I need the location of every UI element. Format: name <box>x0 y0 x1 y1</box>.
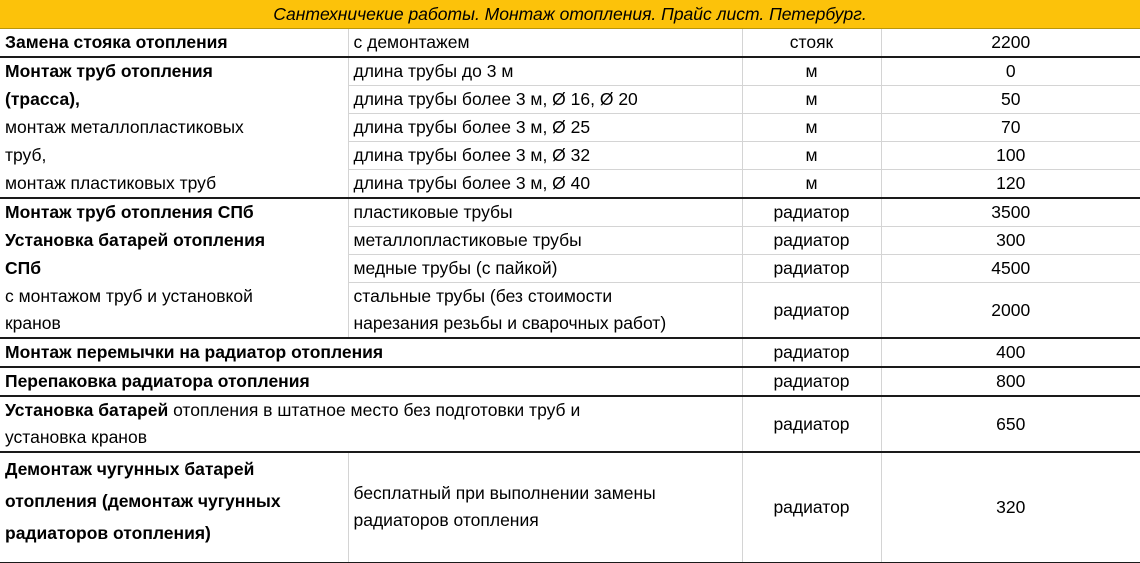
name-line: радиаторов отопления) <box>5 523 211 543</box>
service-name <box>0 396 742 452</box>
service-price: 2000 <box>881 283 1140 339</box>
service-price: 4500 <box>881 255 1140 283</box>
service-price: 120 <box>881 170 1140 199</box>
service-name: Перепаковка радиатора отопления <box>0 367 742 396</box>
service-desc: пластиковые трубы <box>348 198 742 227</box>
service-price: 400 <box>881 338 1140 367</box>
table-row <box>0 170 1140 199</box>
name-line: установка кранов <box>5 427 147 447</box>
service-unit: радиатор <box>742 396 881 452</box>
service-desc: длина трубы более 3 м, Ø 16, Ø 20 <box>348 86 742 114</box>
table-row <box>0 255 1140 283</box>
name-line: кранов <box>5 312 61 333</box>
service-price: 70 <box>881 114 1140 142</box>
service-name: монтаж металлопластиковых <box>5 117 244 137</box>
service-unit: м <box>742 114 881 142</box>
name-line <box>5 397 742 424</box>
table-row <box>0 367 1140 396</box>
service-unit: радиатор <box>742 198 881 227</box>
title-row <box>0 0 1140 29</box>
service-unit: радиатор <box>742 338 881 367</box>
table-row <box>0 57 1140 86</box>
desc-line: нарезания резьбы и сварочных работ) <box>353 313 667 333</box>
desc-line: стальные трубы (без стоимости <box>353 286 613 306</box>
service-unit: радиатор <box>742 255 881 283</box>
table-row <box>0 452 1140 562</box>
service-price: 320 <box>881 452 1140 562</box>
desc-line: радиаторов отопления <box>353 510 539 531</box>
service-unit: радиатор <box>742 283 881 339</box>
name-line: Демонтаж чугунных батарей <box>5 459 255 479</box>
service-unit: м <box>742 57 881 86</box>
service-name: монтаж пластиковых труб <box>0 170 348 199</box>
service-name: Установка батарей отопления <box>5 230 266 250</box>
service-price: 2200 <box>881 29 1140 58</box>
service-name: Замена стояка отопления <box>0 29 348 58</box>
service-unit: радиатор <box>742 227 881 255</box>
service-desc: металлопластиковые трубы <box>348 227 742 255</box>
service-unit: стояк <box>742 29 881 58</box>
name-line: отопления (демонтаж чугунных <box>5 491 281 511</box>
table-row <box>0 198 1140 227</box>
table-row <box>0 283 1140 339</box>
sheet-title: Сантехничекие работы. Монтаж отопления. Прайс лист. Петербург. <box>0 0 1140 29</box>
service-price: 800 <box>881 367 1140 396</box>
service-unit: м <box>742 86 881 114</box>
service-desc: длина трубы более 3 м, Ø 25 <box>348 114 742 142</box>
table-row <box>0 86 1140 114</box>
service-desc: длина трубы более 3 м, Ø 40 <box>348 170 742 199</box>
table-row <box>0 396 1140 452</box>
service-unit: м <box>742 170 881 199</box>
table-row <box>0 142 1140 170</box>
table-row <box>0 227 1140 255</box>
service-desc: длина трубы более 3 м, Ø 32 <box>348 142 742 170</box>
table-row <box>0 338 1140 367</box>
table-row <box>0 114 1140 142</box>
service-price: 300 <box>881 227 1140 255</box>
service-desc: с демонтажем <box>348 29 742 58</box>
service-unit: радиатор <box>742 367 881 396</box>
name-rest: отопления в штатное место без подготовки труб и <box>168 400 581 420</box>
service-desc <box>348 283 742 339</box>
table-row <box>0 29 1140 58</box>
service-price: 50 <box>881 86 1140 114</box>
service-desc: медные трубы (с пайкой) <box>348 255 742 283</box>
service-price: 650 <box>881 396 1140 452</box>
service-name: Монтаж перемычки на радиатор отопления <box>0 338 742 367</box>
name-line: с монтажом труб и установкой <box>5 285 253 306</box>
service-desc <box>348 452 742 562</box>
desc-line: бесплатный при выполнении замены <box>353 483 656 504</box>
service-name: труб, <box>5 145 47 165</box>
service-desc: длина трубы до 3 м <box>348 57 742 86</box>
service-unit: м <box>742 142 881 170</box>
service-price: 3500 <box>881 198 1140 227</box>
service-unit: радиатор <box>742 452 881 562</box>
service-name: Монтаж труб отопления СПб <box>5 202 254 223</box>
service-price: 100 <box>881 142 1140 170</box>
service-price: 0 <box>881 57 1140 86</box>
service-name: Монтаж труб отопления <box>5 61 213 82</box>
service-name: СПб <box>5 258 42 278</box>
service-name <box>0 283 348 339</box>
name-bold: Установка батарей <box>5 400 169 420</box>
service-name <box>0 452 348 562</box>
service-name: (трасса), <box>5 89 80 109</box>
